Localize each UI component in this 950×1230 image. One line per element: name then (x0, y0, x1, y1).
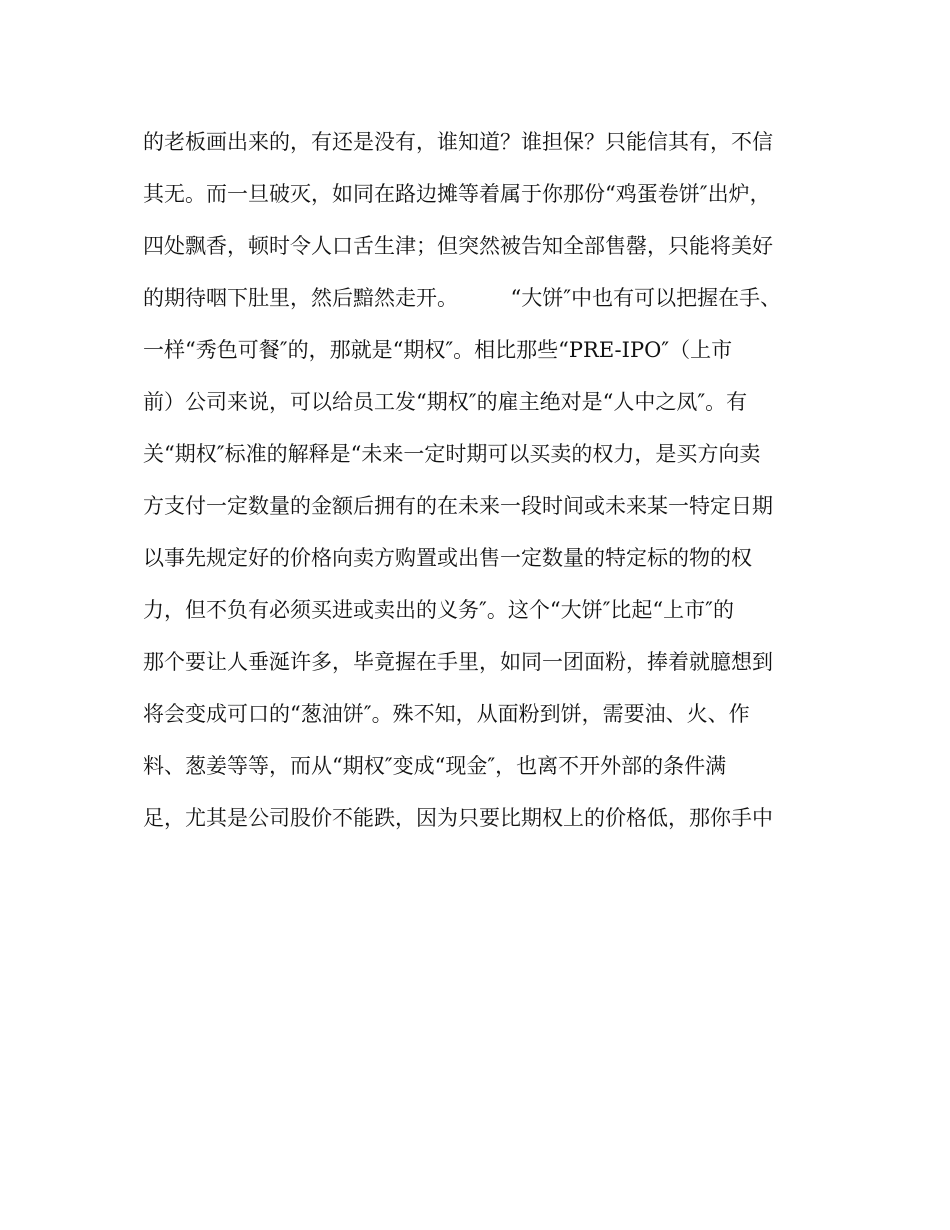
text-line-12: 将会变成可口的“葱油饼″。殊不知，从面粉到饼，需要油、火、作 (143, 702, 750, 726)
text-line-7: 关“期权″标准的解释是“未来一定时期可以买卖的权力，是买方向卖 (143, 442, 761, 466)
text-line-14: 足，尤其是公司股价不能跌，因为只要比期权上的价格低，那你手中 (143, 806, 773, 830)
text-line-11: 那个要让人垂涎许多，毕竟握在手里，如同一团面粉，捧着就臆想到 (143, 650, 773, 674)
text-line-1: 的老板画出来的，有还是没有，谁知道？谁担保？只能信其有，不信 (143, 130, 773, 154)
text-line-10: 力，但不负有必须买进或卖出的义务″。这个“大饼″比起“上市″的 (143, 598, 735, 622)
body-text (143, 122, 823, 850)
text-line-13: 料、葱姜等等，而从“期权″变成“现金″，也离不开外部的条件满 (143, 754, 727, 778)
text-line-5: 一样“秀色可餐″的，那就是“期权″。相比那些“PRE-IPO″（上市 (143, 338, 733, 362)
text-line-3: 四处飘香，顿时令人口舌生津；但突然被告知全部售罄，只能将美好 (143, 234, 773, 258)
text-line-6: 前）公司来说，可以给员工发“期权″的雇主绝对是“人中之凤″。有 (143, 390, 748, 414)
text-line-4: 的期待咽下肚里，然后黯然走开。 “大饼″中也有可以把握在手、 (143, 286, 782, 310)
text-line-9: 以事先规定好的价格向卖方购置或出售一定数量的特定标的物的权 (143, 546, 752, 570)
text-line-2: 其无。而一旦破灭，如同在路边摊等着属于你那份“鸡蛋卷饼″出炉， (143, 182, 771, 206)
text-line-8: 方支付一定数量的金额后拥有的在未来一段时间或未来某一特定日期 (143, 494, 773, 518)
